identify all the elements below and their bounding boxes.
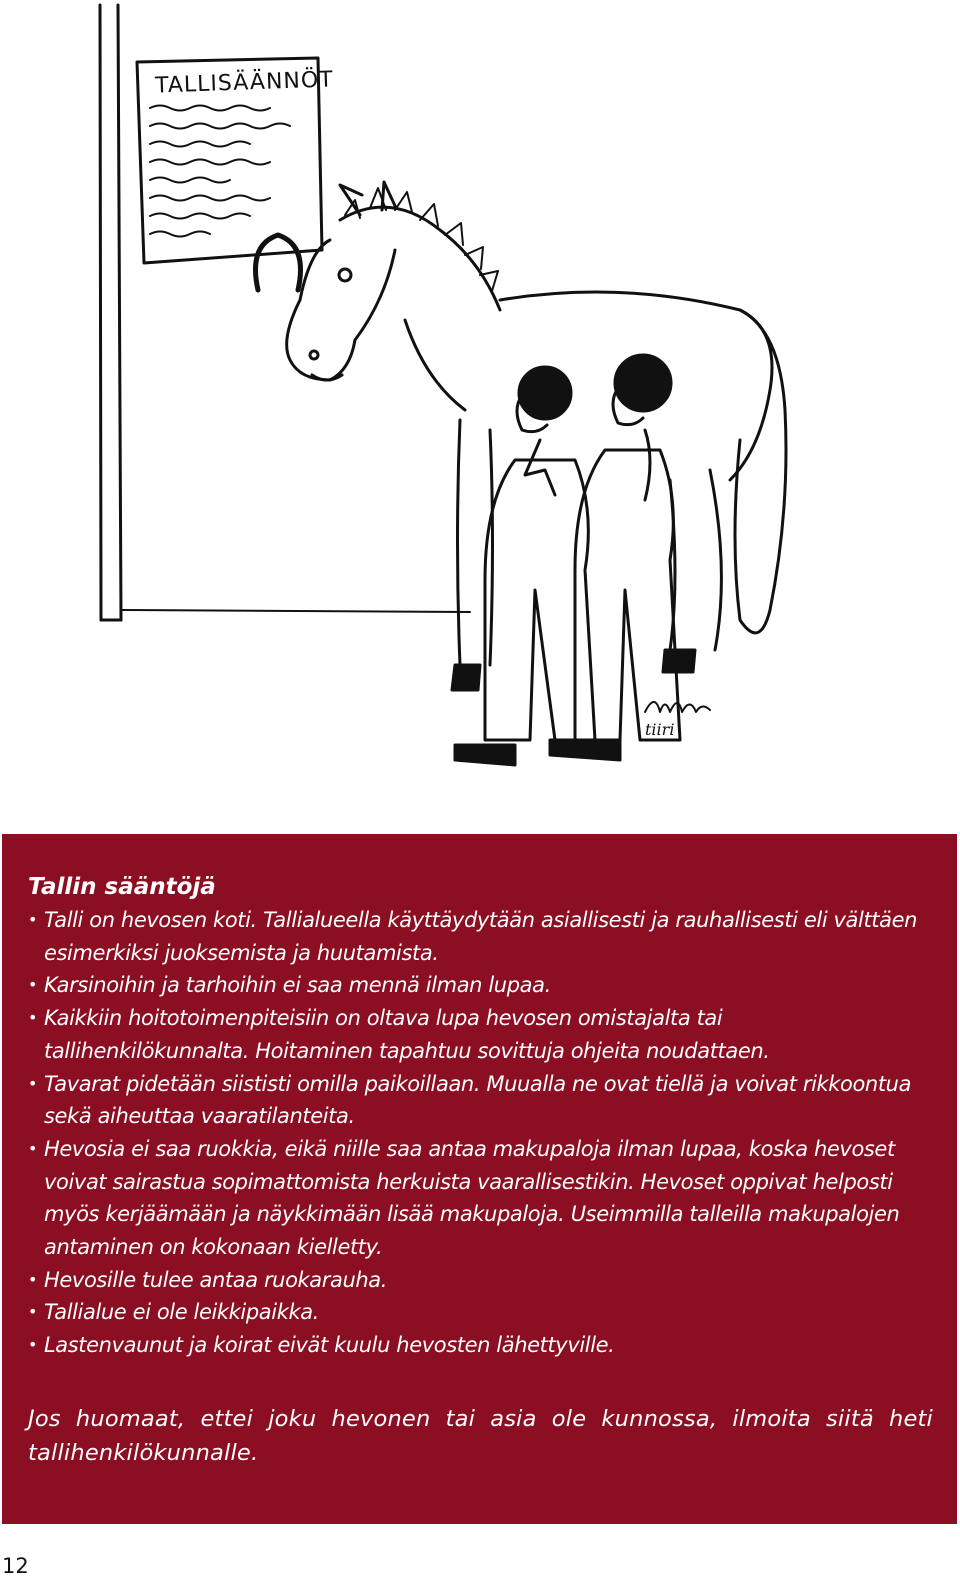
horse-tail xyxy=(735,310,786,633)
horse-face-line xyxy=(300,240,330,300)
rule-text: Tallialue ei ole leikkipaikka. xyxy=(44,1300,319,1325)
rule-item xyxy=(28,1296,933,1329)
child-right-braid xyxy=(645,430,650,500)
horse-eye xyxy=(339,269,351,281)
rule-text: Hevosille tulee antaa ruokarauha. xyxy=(44,1267,388,1292)
rules-list xyxy=(28,904,933,1362)
child-left-body xyxy=(485,460,595,740)
horse-front-leg-2 xyxy=(490,430,493,665)
rules-note: Jos huomaat, ettei joku hevonen tai asia ole kunnossa, ilmoita siitä heti tallihenkilökunnalle. xyxy=(28,1405,933,1466)
rule-item xyxy=(28,1002,933,1067)
child-right-boots xyxy=(550,740,620,760)
horse-mane-base xyxy=(340,207,500,310)
sign-title: TALLISÄÄNNÖT xyxy=(154,67,335,99)
child-right-body xyxy=(575,450,680,740)
rule-text: Tavarat pidetään siististi omilla paikoillaan. Muualla ne ovat tiellä ja voivat rikkoontua sekä aiheuttaa vaaratilanteita. xyxy=(44,1071,912,1129)
sign-scribble-lines xyxy=(150,106,290,237)
child-left-scarf xyxy=(525,440,555,495)
horse-hoof-2 xyxy=(663,650,695,672)
rule-item xyxy=(28,904,933,969)
rules-title: Tallin sääntöjä xyxy=(28,874,216,900)
rule-item xyxy=(28,1264,933,1297)
rules-box xyxy=(2,834,957,1524)
rule-item xyxy=(28,1133,933,1264)
artist-signature: tiiri xyxy=(645,720,675,739)
child-left-boots xyxy=(455,745,515,765)
rule-text: Karsinoihin ja tarhoihin ei saa mennä ilman lupaa. xyxy=(44,973,551,998)
horse-ear-left xyxy=(340,185,362,215)
horse-hoof xyxy=(452,665,480,690)
wall-edge-line xyxy=(100,5,101,620)
floor-line xyxy=(121,610,470,612)
rule-item xyxy=(28,1329,933,1362)
rule-text: Talli on hevosen koti. Tallialueella käyttäydytään asiallisesti ja rauhallisesti eli välttäen esimerkiksi juoksemista ja huutamista. xyxy=(44,908,918,965)
rule-item xyxy=(28,1068,933,1133)
horse-nostril xyxy=(310,351,318,359)
wall-edge-line-inner xyxy=(118,5,121,620)
rule-item xyxy=(28,969,933,1002)
horse-front-leg xyxy=(458,420,461,665)
rule-text: Hevosia ei saa ruokkia, eikä niille saa antaa makupaloja ilman lupaa, koska hevoset voivat sairastua sopimattomista herkuista vaarallisestikin. Hevoset oppivat helposti myös kerjäämään ja näykkimään lisää makupaloja. Useimmilla talleilla makupalojen antaminen on kokonaan kielletty. xyxy=(44,1136,900,1260)
page-number: 12 xyxy=(2,1554,29,1578)
rule-text: Lastenvaunut ja koirat eivät kuulu hevosten lähettyville. xyxy=(44,1333,615,1358)
child-right-helmet xyxy=(615,355,671,411)
horse-neck-front xyxy=(405,320,465,410)
rule-text: Kaikkiin hoitotoimenpiteisiin on oltava lupa hevosen omistajalta tai tallihenkilökunnalta. Hoitaminen tapahtuu sovittuja ohjeita noudattaen. xyxy=(44,1006,770,1063)
horseshoe-icon xyxy=(256,235,301,290)
child-left-helmet xyxy=(519,367,571,419)
horse-hind-leg-2 xyxy=(710,470,721,650)
horse-mane xyxy=(345,188,498,291)
